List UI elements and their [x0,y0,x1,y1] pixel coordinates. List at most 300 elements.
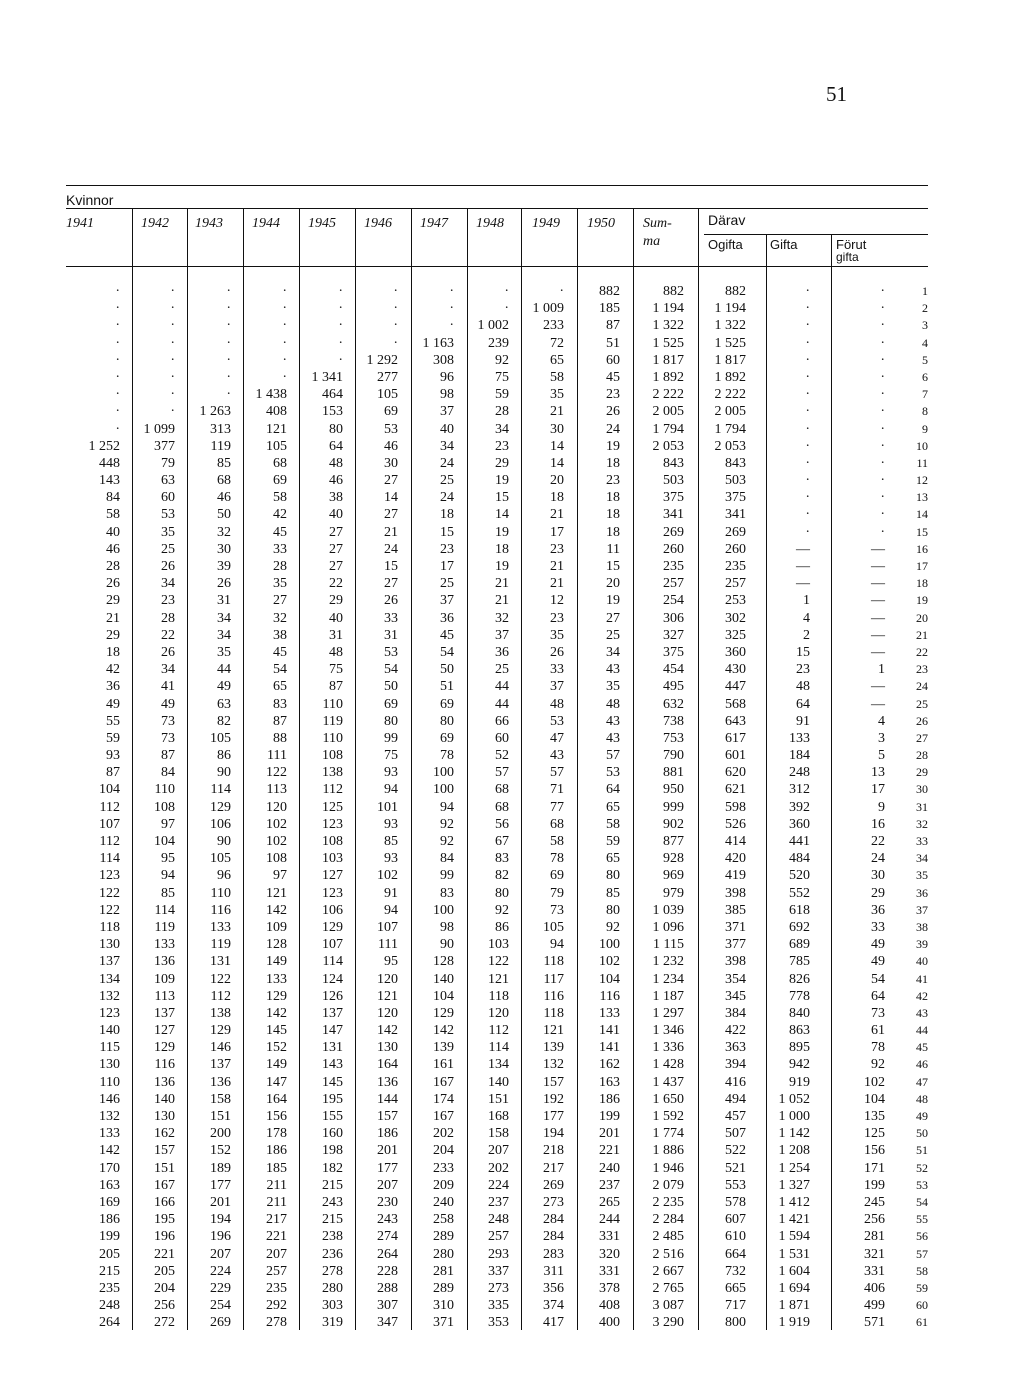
row-number: 21 [916,627,928,642]
table-cell: 385 [725,902,746,918]
table-cell: · [805,507,810,523]
table-cell: 447 [725,679,746,695]
table-cell: 167 [433,1109,454,1124]
table-cell: 384 [725,1005,746,1021]
table-cell: — [871,679,885,695]
row-number: 26 [916,713,928,728]
table-row [0,610,1024,627]
table-cell: 133 [154,937,175,953]
row-number: 50 [916,1126,928,1141]
table-cell: 21 [384,524,398,540]
table-cell: 15 [384,559,398,574]
table-row [0,1160,1024,1177]
table-cell: 347 [377,1315,398,1331]
table-cell: 337 [488,1263,509,1279]
table-cell: 141 [599,1023,620,1039]
table-cell: 37 [440,404,454,420]
table-cell: 18 [106,644,120,660]
table-cell: 353 [488,1315,509,1331]
table-cell: 57 [550,765,564,781]
table-cell: 139 [433,1040,454,1056]
table-cell: 331 [599,1229,620,1245]
table-cell: 102 [377,868,398,884]
table-cell: 91 [796,713,810,729]
table-cell: 30 [550,421,564,437]
table-cell: 419 [725,868,746,884]
table-cell: 260 [725,541,746,557]
table-cell: 23 [550,541,564,557]
header-1942: 1942 [141,216,169,231]
table-cell: 32 [217,524,231,540]
table-row [0,369,1024,386]
table-cell: 253 [725,593,746,609]
table-cell: 26 [384,593,398,609]
table-cell: 124 [322,971,343,987]
table-cell: 119 [210,937,231,953]
table-cell: 133 [599,1005,620,1021]
table-cell: 1 [803,593,810,609]
table-cell: 65 [606,851,620,867]
table-cell: 104 [599,971,620,987]
table-cell: 177 [210,1177,231,1193]
table-cell: 34 [161,662,175,678]
table-cell: 90 [217,834,231,849]
table-cell: 186 [99,1212,120,1228]
table-cell: 80 [384,713,398,729]
table-cell: 34 [440,438,454,454]
table-cell: · [805,490,810,506]
table-cell: 131 [322,1040,343,1056]
table-cell: 863 [789,1023,810,1039]
table-cell: 257 [488,1229,509,1245]
table-cell: 51 [440,679,454,695]
table-cell: 53 [550,713,564,729]
table-cell: 1 292 [366,352,398,368]
table-cell: 47 [550,730,564,746]
table-cell: 143 [322,1057,343,1073]
table-cell: 1 871 [778,1298,810,1314]
table-cell: 110 [322,730,343,746]
table-cell: 1 263 [199,404,231,420]
table-cell: 408 [599,1298,620,1314]
table-cell: 118 [488,988,509,1004]
table-cell: · [338,318,343,334]
table-cell: 85 [606,885,620,901]
table-cell: 196 [154,1229,175,1245]
table-cell: — [796,541,810,557]
table-cell: 19 [495,524,509,540]
table-cell: 192 [543,1091,564,1107]
table-cell: · [880,352,885,368]
table-cell: 102 [266,834,287,849]
table-body [0,283,1024,1331]
table-cell: 157 [543,1074,564,1090]
table-cell: 1 892 [652,369,684,385]
table-cell: 228 [377,1263,398,1279]
header-rule [66,208,928,209]
table-row [0,1108,1024,1125]
table-cell: 33 [384,610,398,626]
table-cell: 19 [606,593,620,609]
table-cell: 310 [433,1298,454,1314]
table-cell: 928 [663,851,684,867]
row-number: 30 [916,782,928,797]
table-cell: 877 [663,834,684,849]
table-cell: · [880,455,885,471]
table-cell: 142 [377,1023,398,1039]
table-cell: 617 [725,730,746,746]
table-row [0,506,1024,523]
table-cell: 11 [606,541,620,557]
table-cell: 69 [273,473,287,489]
table-cell: 16 [871,816,885,832]
table-cell: 156 [266,1109,287,1124]
table-cell: 790 [663,748,684,764]
table-cell: 1 194 [714,301,746,317]
table-cell: 19 [495,473,509,489]
table-cell: 96 [440,369,454,385]
table-cell: 100 [599,937,620,953]
row-number: 11 [916,455,928,470]
table-cell: · [115,301,120,317]
table-cell: 464 [322,387,343,403]
row-number: 57 [916,1246,928,1261]
table-cell: 15 [796,644,810,660]
table-cell: 123 [322,885,343,901]
table-cell: 99 [440,868,454,884]
table-cell: 717 [725,1298,746,1314]
row-number: 37 [916,902,928,917]
table-cell: · [880,284,885,299]
table-cell: 280 [433,1246,454,1262]
table-cell: 217 [543,1160,564,1176]
row-number: 18 [916,576,928,591]
table-cell: 15 [440,524,454,540]
table-cell: 23 [161,593,175,609]
table-cell: 85 [217,455,231,471]
table-cell: · [449,318,454,334]
table-cell: · [115,369,120,385]
table-cell: 23 [495,438,509,454]
table-cell: 65 [606,799,620,815]
table-cell: 134 [99,971,120,987]
table-cell: 265 [599,1194,620,1210]
table-cell: 257 [663,576,684,592]
table-cell: 311 [543,1263,564,1279]
table-cell: 1 919 [778,1315,810,1331]
table-row [0,335,1024,352]
table-cell: 881 [663,765,684,781]
table-row [0,644,1024,661]
table-cell: 111 [378,937,398,953]
table-cell: 113 [266,782,287,798]
table-cell: 130 [99,1057,120,1073]
table-cell: 80 [495,885,509,901]
header-1950: 1950 [587,216,615,231]
table-cell: 507 [725,1126,746,1142]
header-bottom-rule [66,266,928,267]
table-cell: 56 [495,816,509,832]
table-cell: 132 [99,988,120,1004]
header-1943: 1943 [195,216,223,231]
table-cell: 375 [663,644,684,660]
table-cell: 96 [217,868,231,884]
table-cell: 145 [266,1023,287,1039]
table-cell: 422 [725,1023,746,1039]
table-cell: 204 [154,1280,175,1296]
table-cell: 28 [106,559,120,574]
table-cell: 140 [433,971,454,987]
table-cell: 145 [322,1074,343,1090]
table-cell: 204 [433,1143,454,1159]
table-row [0,730,1024,747]
table-cell: 69 [550,868,564,884]
table-cell: 49 [871,954,885,970]
table-cell: 375 [663,490,684,506]
table-cell: 272 [154,1315,175,1331]
table-cell: 202 [488,1160,509,1176]
table-cell: 168 [488,1109,509,1124]
table-cell: · [805,369,810,385]
table-cell: 105 [377,387,398,403]
table-row [0,988,1024,1005]
table-cell: 118 [99,919,120,935]
table-cell: 1 341 [311,369,343,385]
table-cell: 3 [878,730,885,746]
table-cell: 64 [871,988,885,1004]
table-cell: 105 [266,438,287,454]
row-number: 45 [916,1040,928,1055]
table-cell: 331 [599,1263,620,1279]
table-cell: 58 [550,834,564,849]
table-cell: 44 [495,679,509,695]
table-cell: 19 [495,559,509,574]
table-cell: 68 [273,455,287,471]
table-cell: 378 [599,1280,620,1296]
table-cell: 73 [161,730,175,746]
table-cell: 620 [725,765,746,781]
header-ogifta: Ogifta [708,237,743,252]
table-cell: 112 [322,782,343,798]
table-cell: 27 [329,541,343,557]
table-cell: 257 [725,576,746,592]
table-row [0,1074,1024,1091]
table-cell: 1 817 [652,352,684,368]
table-cell: 882 [599,284,620,299]
table-cell: 320 [599,1246,620,1262]
table-cell: 942 [789,1057,810,1073]
table-cell: 136 [154,954,175,970]
table-cell: 269 [543,1177,564,1193]
table-cell: 144 [377,1091,398,1107]
table-cell: 195 [154,1212,175,1228]
table-cell: 30 [384,455,398,471]
table-cell: 360 [789,816,810,832]
table-cell: 113 [154,988,175,1004]
table-cell: 136 [210,1074,231,1090]
table-cell: 20 [550,473,564,489]
table-cell: 218 [543,1143,564,1159]
table-cell: 94 [161,868,175,884]
header-1947: 1947 [420,216,448,231]
table-cell: 35 [550,387,564,403]
top-rule [66,185,928,186]
table-cell: 201 [377,1143,398,1159]
table-cell: 107 [377,919,398,935]
table-cell: 18 [606,490,620,506]
table-cell: · [880,404,885,420]
table-cell: 99 [384,730,398,746]
row-number: 43 [916,1005,928,1020]
table-cell: 73 [161,713,175,729]
table-cell: 137 [154,1005,175,1021]
table-cell: 198 [322,1143,343,1159]
table-cell: 44 [217,662,231,678]
table-cell: 146 [99,1091,120,1107]
table-cell: 151 [488,1091,509,1107]
table-cell: 39 [217,559,231,574]
table-cell: 23 [440,541,454,557]
table-cell: 146 [210,1040,231,1056]
table-cell: 34 [606,644,620,660]
row-number: 58 [916,1263,928,1278]
table-cell: 35 [161,524,175,540]
table-cell: 18 [606,455,620,471]
table-cell: 73 [550,902,564,918]
table-cell: 207 [210,1246,231,1262]
table-cell: · [226,301,231,317]
table-cell: 142 [266,1005,287,1021]
table-cell: 87 [329,679,343,695]
table-cell: 105 [210,730,231,746]
table-cell: 27 [384,473,398,489]
row-number: 5 [922,352,928,367]
table-row [0,696,1024,713]
table-cell: 75 [495,369,509,385]
table-cell: 12 [550,593,564,609]
table-cell: 133 [210,919,231,935]
table-cell: 114 [322,954,343,970]
table-cell: · [170,387,175,403]
table-cell: 142 [433,1023,454,1039]
table-cell: 1 002 [477,318,509,334]
table-cell: 186 [599,1091,620,1107]
table-cell: 137 [322,1005,343,1021]
table-cell: 23 [796,662,810,678]
table-cell: 84 [440,851,454,867]
row-number: 16 [916,541,928,556]
table-cell: 33 [871,919,885,935]
table-cell: 129 [433,1005,454,1021]
table-cell: 840 [789,1005,810,1021]
table-cell: 321 [864,1246,885,1262]
table-cell: 26 [606,404,620,420]
table-cell: 48 [329,455,343,471]
table-cell: 269 [210,1315,231,1331]
table-cell: 211 [266,1194,287,1210]
table-cell: 69 [440,696,454,712]
table-cell: 125 [864,1126,885,1142]
table-cell: · [226,284,231,299]
row-number: 40 [916,954,928,969]
table-cell: 50 [440,662,454,678]
table-cell: 13 [871,765,885,781]
table-row [0,867,1024,884]
table-cell: 292 [266,1298,287,1314]
table-cell: 93 [106,748,120,764]
table-cell: 27 [606,610,620,626]
table-cell: 312 [789,782,810,798]
table-cell: 123 [99,1005,120,1021]
table-cell: 23 [606,473,620,489]
table-cell: 37 [495,627,509,643]
row-number: 60 [916,1298,928,1313]
table-cell: 289 [433,1280,454,1296]
table-row [0,627,1024,644]
table-cell: · [805,473,810,489]
table-cell: — [871,627,885,643]
table-cell: 503 [663,473,684,489]
table-cell: 27 [384,507,398,523]
table-cell: 155 [322,1109,343,1124]
table-cell: 284 [543,1229,564,1245]
table-cell: 107 [322,937,343,953]
table-cell: · [805,284,810,299]
table-cell: 53 [384,421,398,437]
table-cell: 135 [864,1109,885,1124]
table-cell: 902 [663,816,684,832]
table-cell: · [282,301,287,317]
table-cell: 325 [725,627,746,643]
table-cell: 57 [606,748,620,764]
table-cell: 1 187 [652,988,684,1004]
table-cell: 27 [273,593,287,609]
table-cell: 895 [789,1040,810,1056]
table-cell: · [226,387,231,403]
table-cell: 51 [606,335,620,351]
table-row [0,1039,1024,1056]
table-cell: — [796,576,810,592]
row-number: 61 [916,1315,928,1330]
table-row [0,1142,1024,1159]
table-cell: 43 [550,748,564,764]
table-cell: 167 [154,1177,175,1193]
table-row [0,919,1024,936]
table-cell: 257 [266,1263,287,1279]
table-cell: 93 [384,851,398,867]
table-cell: 68 [495,782,509,798]
table-cell: 221 [266,1229,287,1245]
table-cell: · [170,318,175,334]
table-cell: · [449,284,454,299]
table-cell: · [170,352,175,368]
header-summa-line2: ma [643,234,661,249]
table-cell: 46 [217,490,231,506]
table-cell: 18 [440,507,454,523]
table-cell: · [805,318,810,334]
table-cell: 341 [725,507,746,523]
table-cell: 1 604 [778,1263,810,1279]
table-cell: 162 [599,1057,620,1073]
table-cell: 95 [161,851,175,867]
table-cell: 108 [266,851,287,867]
table-cell: 363 [725,1040,746,1056]
table-cell: 1 412 [778,1194,810,1210]
table-cell: 1 099 [143,421,175,437]
row-number: 32 [916,816,928,831]
table-cell: 406 [864,1280,885,1296]
table-cell: 14 [495,507,509,523]
